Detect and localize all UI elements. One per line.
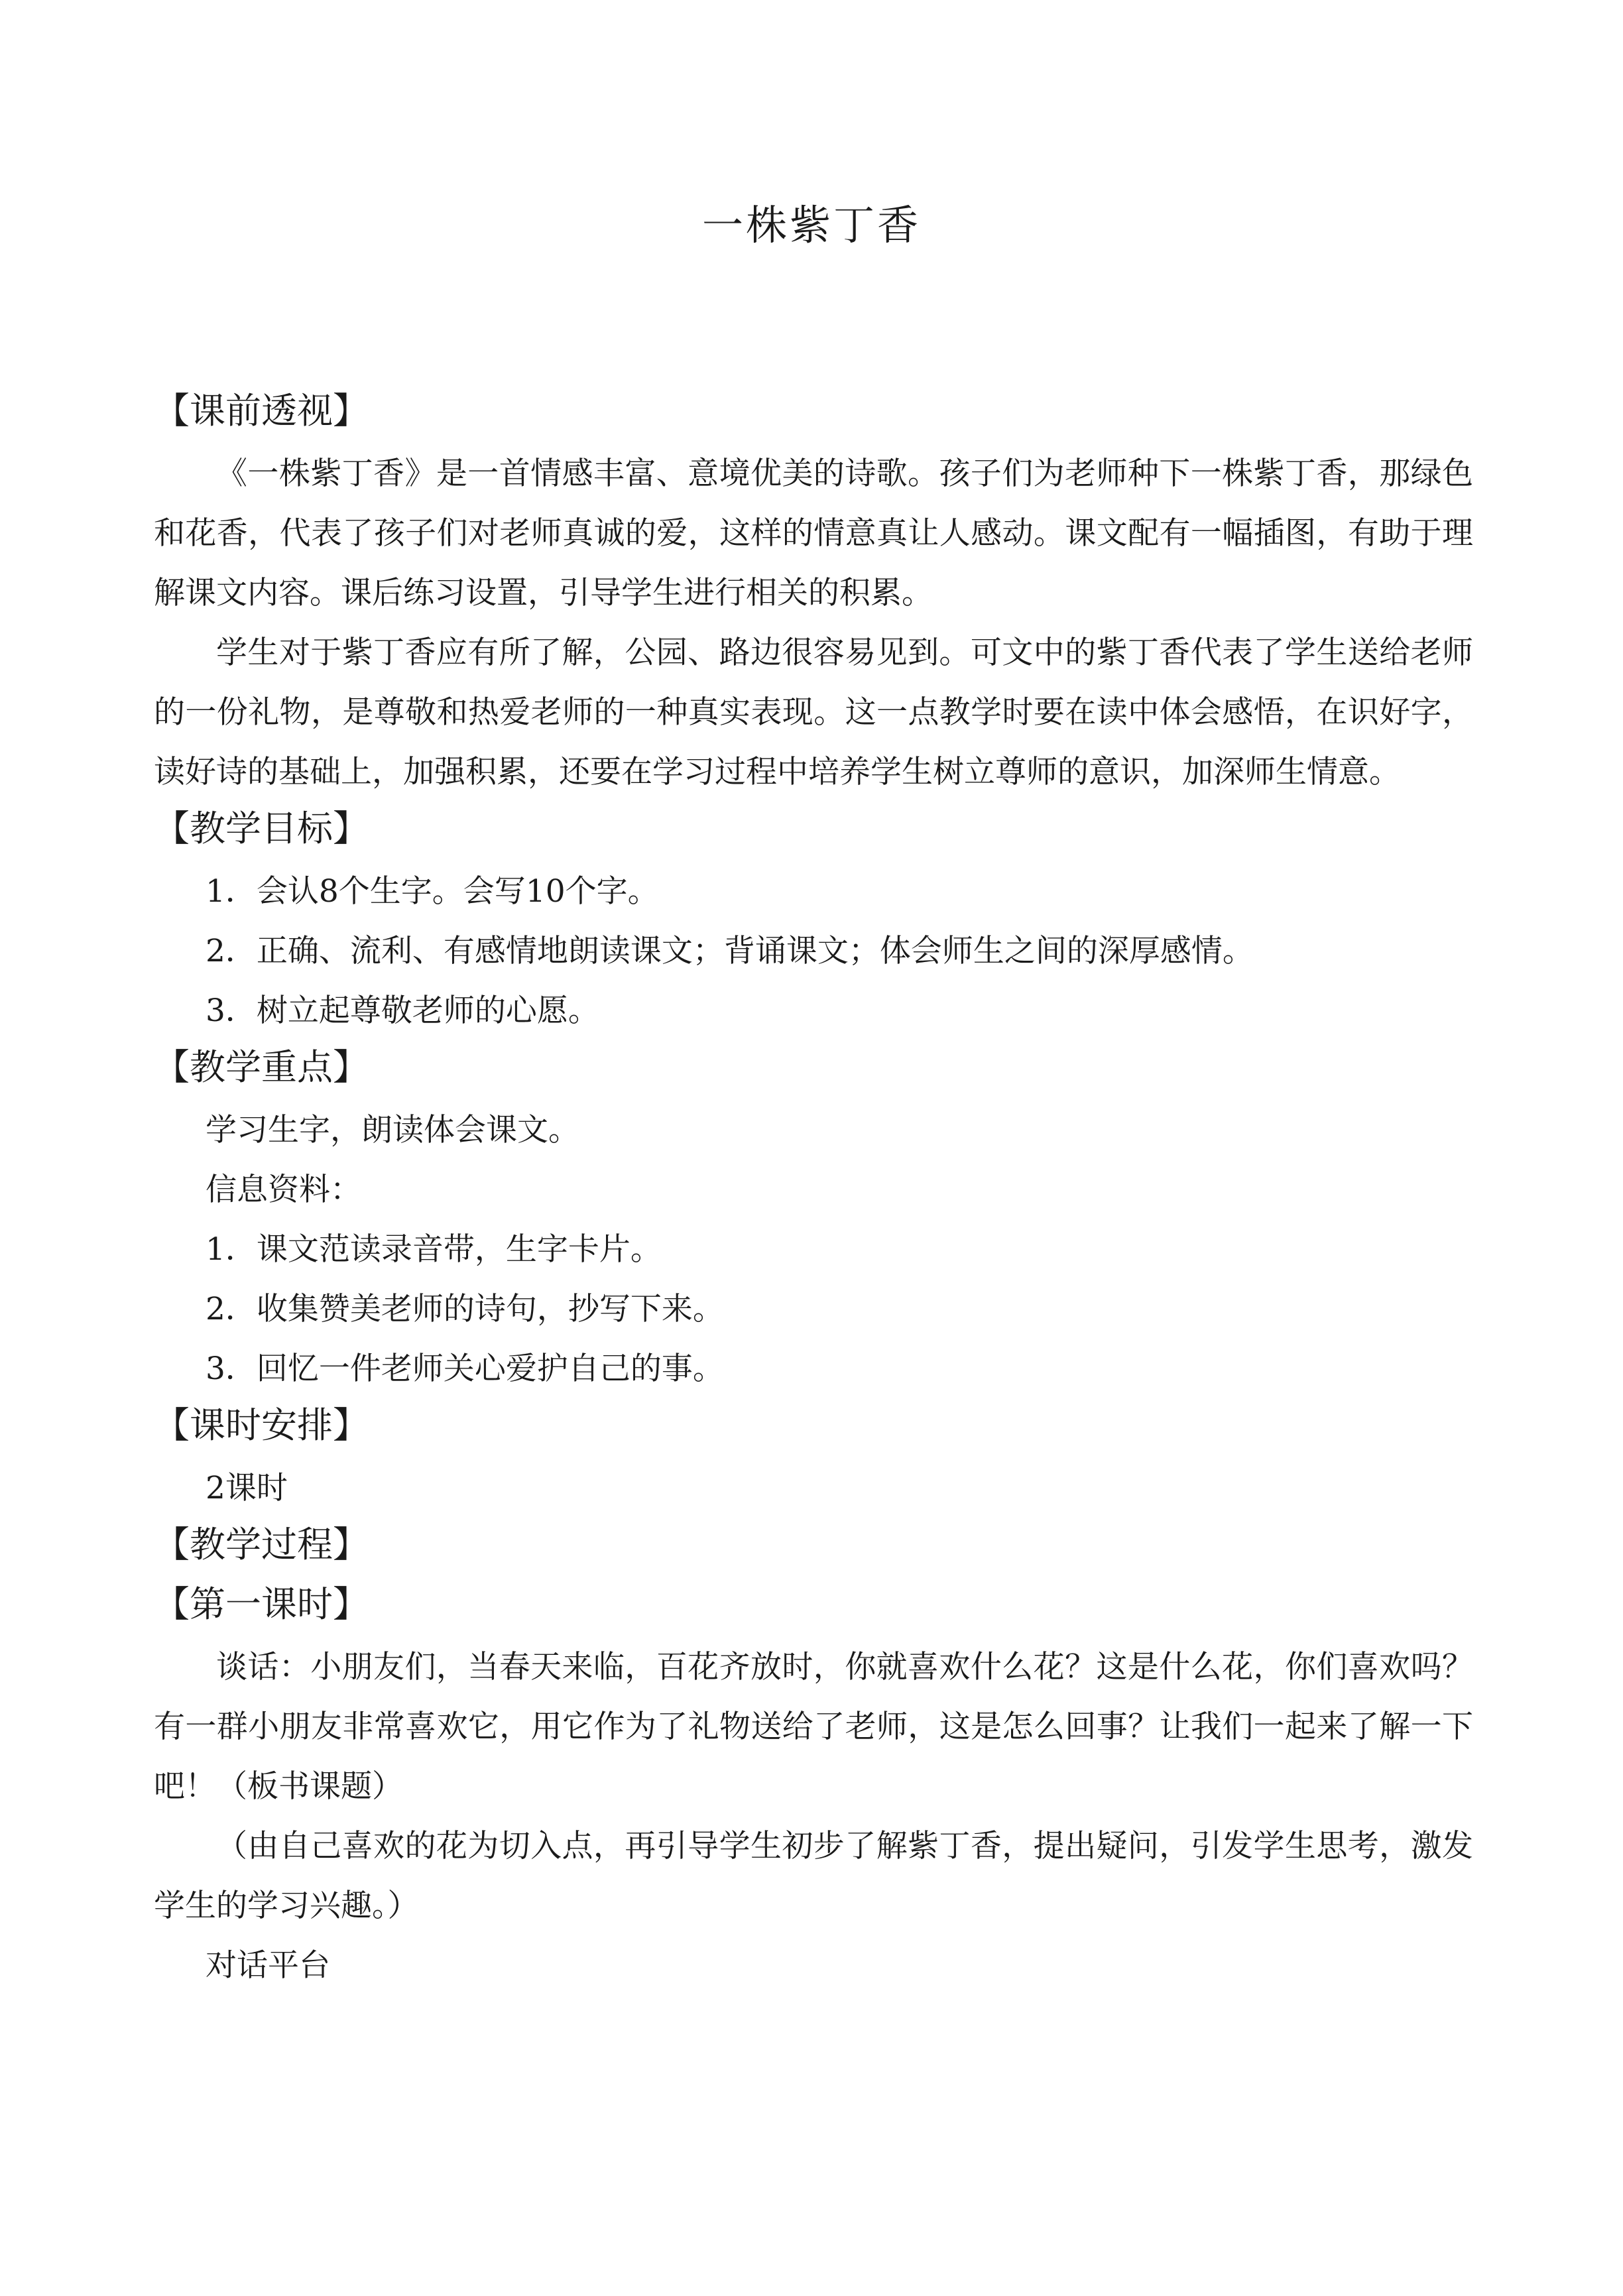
info-item: 2．收集赞美老师的诗句，抄写下来。 — [206, 1291, 724, 1327]
goal-item: 3．树立起尊敬老师的心愿。 — [206, 993, 599, 1029]
info-label: 信息资料： — [206, 1172, 361, 1208]
goal-item: 2．正确、流利、有感情地朗读课文；背诵课文；体会师生之间的深厚感情。 — [206, 933, 1254, 969]
preview-paragraph-2: 学生对于紫丁香应有所了解，公园、路边很容易见到。可文中的紫丁香代表了学生送给老师的一份礼物，是尊敬和热爱老师的一种真实表现。这一点教学时要在读中体会感悟，在识好字，读好诗的基础上，加强积累，还要在学习过程中培养学生树立尊师的意识，加深师生情意。 — [154, 634, 1473, 790]
goal-item: 1．会认8个生字。会写10个字。 — [206, 873, 659, 910]
info-item: 3．回忆一件老师关心爱护自己的事。 — [206, 1351, 724, 1387]
info-item: 1．课文范读录音带，生字卡片。 — [206, 1231, 662, 1268]
focus-text: 学习生字，朗读体会课文。 — [206, 1112, 579, 1148]
schedule-text: 2课时 — [206, 1470, 288, 1506]
section-heading-process: 【教学过程】 — [154, 1524, 369, 1565]
lesson1-paragraph-2: （由自己喜欢的花为切入点，再引导学生初步了解紫丁香，提出疑问，引发学生思考，激发学生的学习兴趣。） — [154, 1828, 1473, 1924]
lesson1-paragraph-1: 谈话：小朋友们，当春天来临，百花齐放时，你就喜欢什么花？这是什么花，你们喜欢吗？有一群小朋友非常喜欢它，用它作为了礼物送给了老师，这是怎么回事？让我们一起来了解一下吧！（板书课题） — [154, 1649, 1473, 1805]
section-heading-schedule: 【课时安排】 — [154, 1404, 369, 1446]
section-heading-goals: 【教学目标】 — [154, 808, 369, 849]
section-heading-preview: 【课前透视】 — [154, 390, 369, 432]
section-heading-lesson1: 【第一课时】 — [154, 1583, 369, 1625]
document-body — [154, 385, 1473, 1996]
preview-paragraph-1: 《一株紫丁香》是一首情感丰富、意境优美的诗歌。孩子们为老师种下一株紫丁香，那绿色和花香，代表了孩子们对老师真诚的爱，这样的情意真让人感动。课文配有一幅插图，有助于理解课文内容。课后练习设置，引导学生进行相关的积累。 — [154, 455, 1473, 611]
lesson1-paragraph-3: 对话平台 — [206, 1947, 330, 1984]
document-title: 一株紫丁香 — [701, 201, 921, 249]
section-heading-focus: 【教学重点】 — [154, 1046, 369, 1088]
